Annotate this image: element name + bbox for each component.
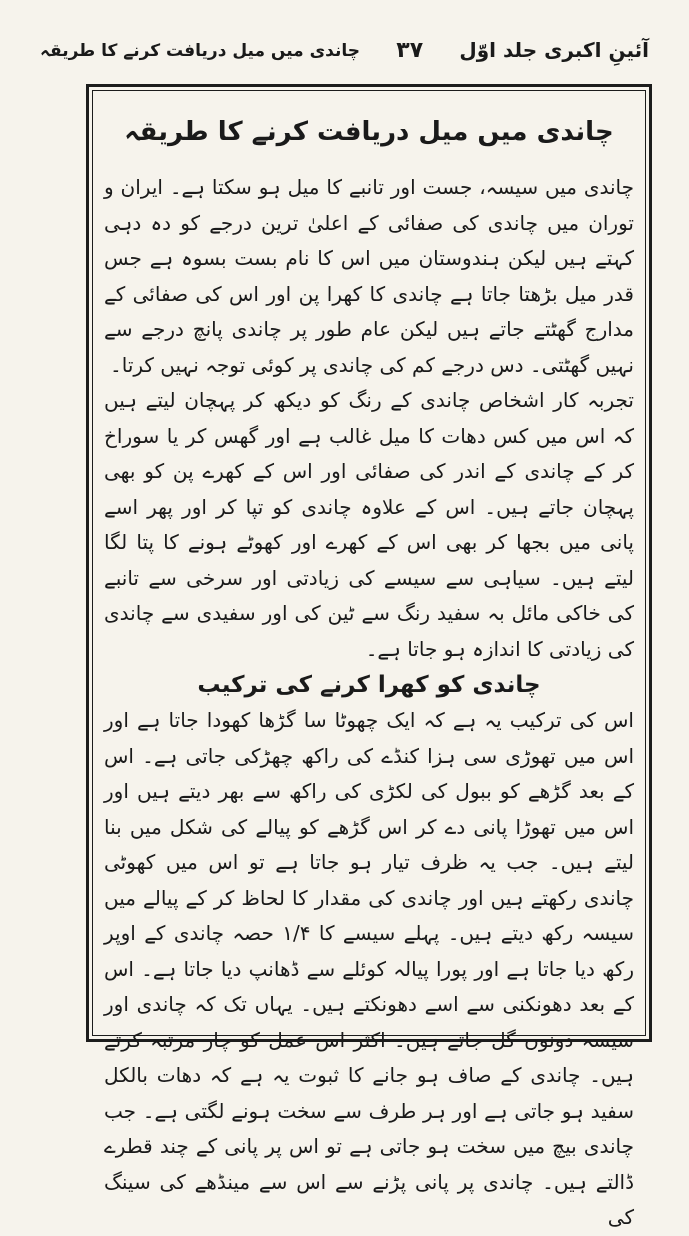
chapter-title: چاندی میں میل دریافت کرنے کا طریقہ	[40, 40, 360, 61]
paragraph: اس کی ترکیب یہ ہے کہ ایک چھوٹا سا گڑھا کھودا جاتا ہے اور اس میں تھوڑی سی ہزا کنڈے کی راکھ چھڑکی جاتی ہے۔ اس کے بعد گڑھے کو ببول کی لکڑی کی راکھ سے بھر دیتے ہیں اور اس میں تھوڑا پانی دے کر اس گڑھے کو پیالے کی شکل میں بنا لیتے ہیں۔ جب یہ ظرف تیار ہو جاتا ہے تو اس میں کھوٹی چاندی رکھتے ہیں اور چاندی کی مقدار کا لحاظ کر کے پیالے میں سیسہ رکھ دیتے ہیں۔ پہلے سیسے کا ۱/۴ حصہ چاندی کے اوپر رکھ دیا جاتا ہے اور پورا پیالہ کوئلے سے ڈھانپ دیا جاتا ہے۔ اس کے بعد دھونکنی سے اسے دھونکتے ہیں۔ یہاں تک کہ چاندی اور سیسہ دونوں گل جاتے ہیں۔ اکثر اس عمل کو چار مرتبہ کرتے ہیں۔ چاندی کے صاف ہو جانے کا ثبوت یہ ہے کہ دھات بالکل سفید ہو جاتی ہے اور ہر طرف سے سخت ہونے لگتی ہے۔ جب چاندی بیچ میں سخت ہو جاتی ہے تو اس پر پانی کے چند قطرے ڈالتے ہیں۔ چاندی پر پانی پڑنے سے اس سے مینڈھے کی سینگ کی	[104, 708, 634, 1229]
book-title: آئینِ اکبری جلد اوّل	[459, 38, 649, 62]
section-heading: چاندی میں میل دریافت کرنے کا طریقہ	[124, 117, 614, 147]
paragraph: چاندی میں سیسہ، جست اور تانبے کا میل ہو سکتا ہے۔ ایران و توران میں چاندی کی صفائی کے اعلیٰ ترین درجے کو دہ دہی کہتے ہیں لیکن ہندوستان میں اس کا نام بست بسوہ ہے جس قدر میل بڑھتا جاتا ہے چاندی کا کھرا پن اور اس کی صفائی کے مدارج گھٹتے جاتے ہیں لیکن عام طور پر چاندی پانچ درجے سے نہیں گھٹتی۔ دس درجے کم کی چاندی پر کوئی توجہ نہیں کرتا۔	[104, 175, 634, 377]
running-head	[40, 30, 649, 70]
section-heading: چاندی کو کھرا کرنے کی ترکیب	[197, 672, 541, 698]
page-content	[104, 100, 634, 1229]
paragraph: تجربہ کار اشخاص چاندی کے رنگ کو دیکھ کر پہچان لیتے ہیں کہ اس میں کس دھات کا میل غالب ہے اور گھس کر یا سوراخ کر کے چاندی کے اندر کی صفائی اور اس کے کھرے پن کو بھی پہچان جاتے ہیں۔ اس کے علاوہ چاندی کو تپا کر اور پھر اسے پانی میں بجھا کر بھی اس کے کھرے اور کھوٹے ہونے کا پتا لگا لیتے ہیں۔ سیاہی سے سیسے کی زیادتی اور سرخی سے تانبے کی خاکی مائل بہ سفید رنگ سے ٹین کی اور سفیدی سے چاندی کی زیادتی کا اندازہ ہو جاتا ہے۔	[104, 388, 634, 661]
page-number: ۳۷	[396, 37, 424, 63]
